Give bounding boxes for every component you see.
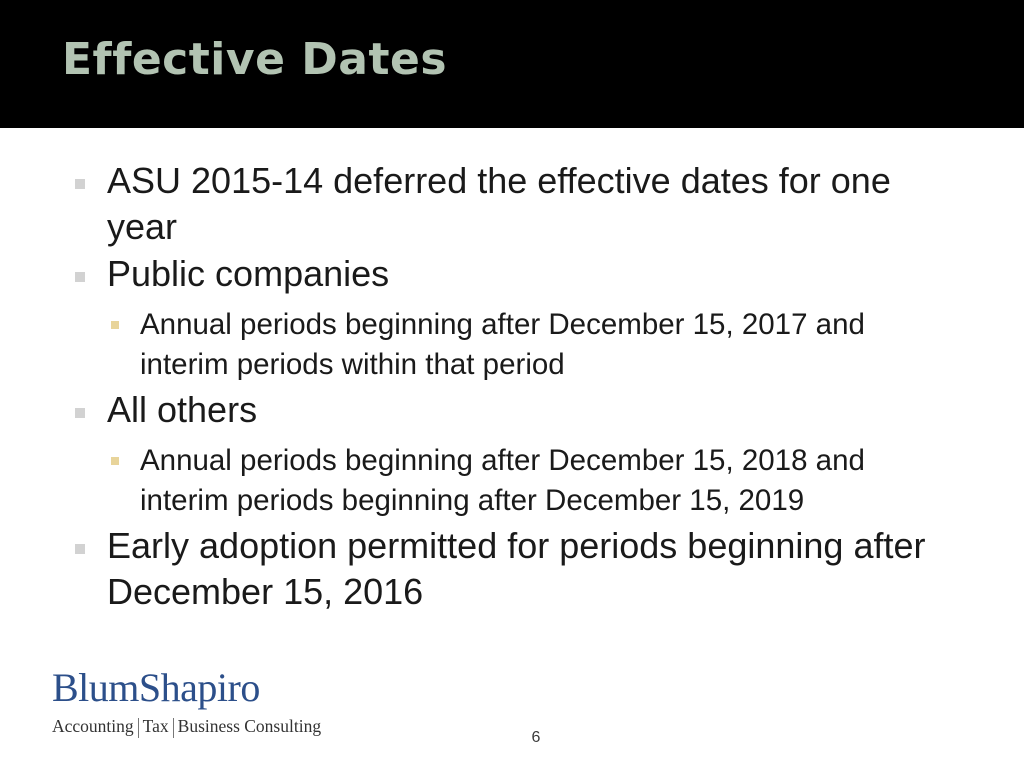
logo-tagline bbox=[52, 715, 321, 738]
company-logo bbox=[52, 665, 321, 738]
bullet-item bbox=[72, 387, 952, 433]
tagline-divider bbox=[173, 718, 174, 738]
sub-bullet-item bbox=[72, 441, 952, 521]
square-bullet-icon bbox=[75, 544, 85, 554]
bullet-text: All others bbox=[107, 389, 258, 430]
tagline-business-consulting: Business Consulting bbox=[177, 716, 322, 736]
sub-bullet-item bbox=[72, 305, 952, 385]
slide-content bbox=[72, 158, 952, 616]
title-bar bbox=[0, 0, 1024, 128]
logo-name: BlumShapiro bbox=[52, 665, 260, 710]
tagline-divider bbox=[138, 718, 139, 738]
sub-bullet-text: Annual periods beginning after December 15, 2017 and interim periods within that period bbox=[140, 308, 865, 381]
bullet-item bbox=[72, 251, 952, 297]
tagline-accounting: Accounting bbox=[52, 716, 134, 736]
bullet-text: Early adoption permitted for periods beginning after December 15, 2016 bbox=[107, 525, 926, 612]
bullet-text: Public companies bbox=[107, 253, 390, 294]
sub-bullet-text: Annual periods beginning after December 15, 2018 and interim periods beginning after December 15, 2019 bbox=[140, 444, 865, 517]
slide-title: Effective Dates bbox=[62, 34, 448, 85]
tagline-tax: Tax bbox=[142, 716, 169, 736]
bullet-item bbox=[72, 158, 952, 250]
page-number: 6 bbox=[531, 729, 541, 746]
square-bullet-icon bbox=[111, 457, 119, 465]
square-bullet-icon bbox=[75, 179, 85, 189]
square-bullet-icon bbox=[111, 321, 119, 329]
bullet-text: ASU 2015-14 deferred the effective dates for one year bbox=[107, 160, 891, 247]
square-bullet-icon bbox=[75, 272, 85, 282]
bullet-item bbox=[72, 523, 952, 615]
square-bullet-icon bbox=[75, 408, 85, 418]
